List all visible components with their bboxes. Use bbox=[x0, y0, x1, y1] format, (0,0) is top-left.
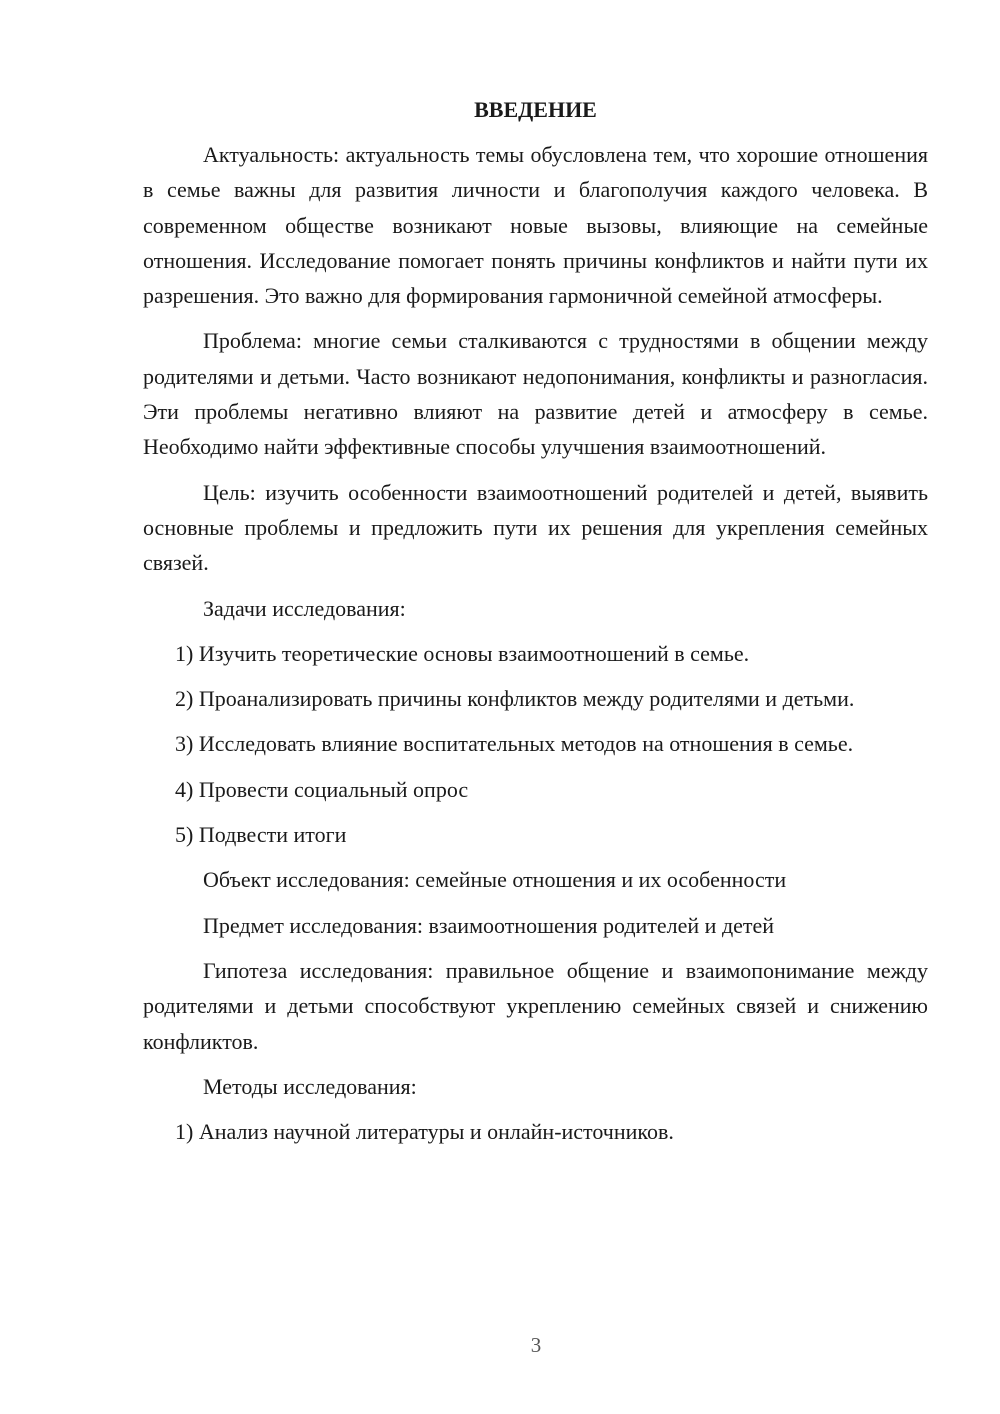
section-heading: ВВЕДЕНИЕ bbox=[474, 97, 597, 122]
task-item-2: 2) Проанализировать причины конфликтов между родителями и детьми. bbox=[175, 686, 855, 712]
page-number: 3 bbox=[530, 1333, 542, 1357]
task-item-4: 4) Провести социальный опрос bbox=[175, 776, 469, 802]
document-page bbox=[143, 92, 928, 1149]
subject-paragraph: Предмет исследования: взаимоотношения родителей и детей bbox=[203, 912, 775, 938]
goal-paragraph: Цель: изучить особенности взаимоотношений родителей и детей, выявить основные проблемы и предложить пути их решения для укрепления семейных связей. bbox=[143, 479, 928, 576]
methods-title: Методы исследования: bbox=[203, 1073, 417, 1099]
task-item-1: 1) Изучить теоретические основы взаимоотношений в семье. bbox=[175, 640, 750, 666]
problem-paragraph: Проблема: многие семьи сталкиваются с трудностями в общении между родителями и детьми. Часто возникают недопонимания, конфликты и разногласия. Эти проблемы негативно влияют на развитие детей и атмосферу в семье. Необходимо найти эффективные способы улучшения взаимоотношений. bbox=[143, 328, 928, 460]
relevance-paragraph: Актуальность: актуальность темы обусловлена тем, что хорошие отношения в семье важны для развития личности и благополучия каждого человека. В современном обществе возникают новые вызовы, влияющие на семейные отношения. Исследование помогает понять причины конфликтов и найти пути их разрешения. Это важно для формирования гармоничной семейной атмосферы. bbox=[143, 142, 928, 309]
task-item-3: 3) Исследовать влияние воспитательных методов на отношения в семье. bbox=[175, 731, 854, 757]
object-paragraph: Объект исследования: семейные отношения и их особенности bbox=[203, 867, 787, 893]
task-item-5: 5) Подвести итоги bbox=[175, 822, 347, 848]
hypothesis-paragraph: Гипотеза исследования: правильное общение и взаимопонимание между родителями и детьми способствуют укреплению семейных связей и снижению конфликтов. bbox=[143, 957, 928, 1054]
method-item-1: 1) Анализ научной литературы и онлайн-источников. bbox=[175, 1119, 674, 1145]
tasks-title: Задачи исследования: bbox=[203, 595, 406, 621]
